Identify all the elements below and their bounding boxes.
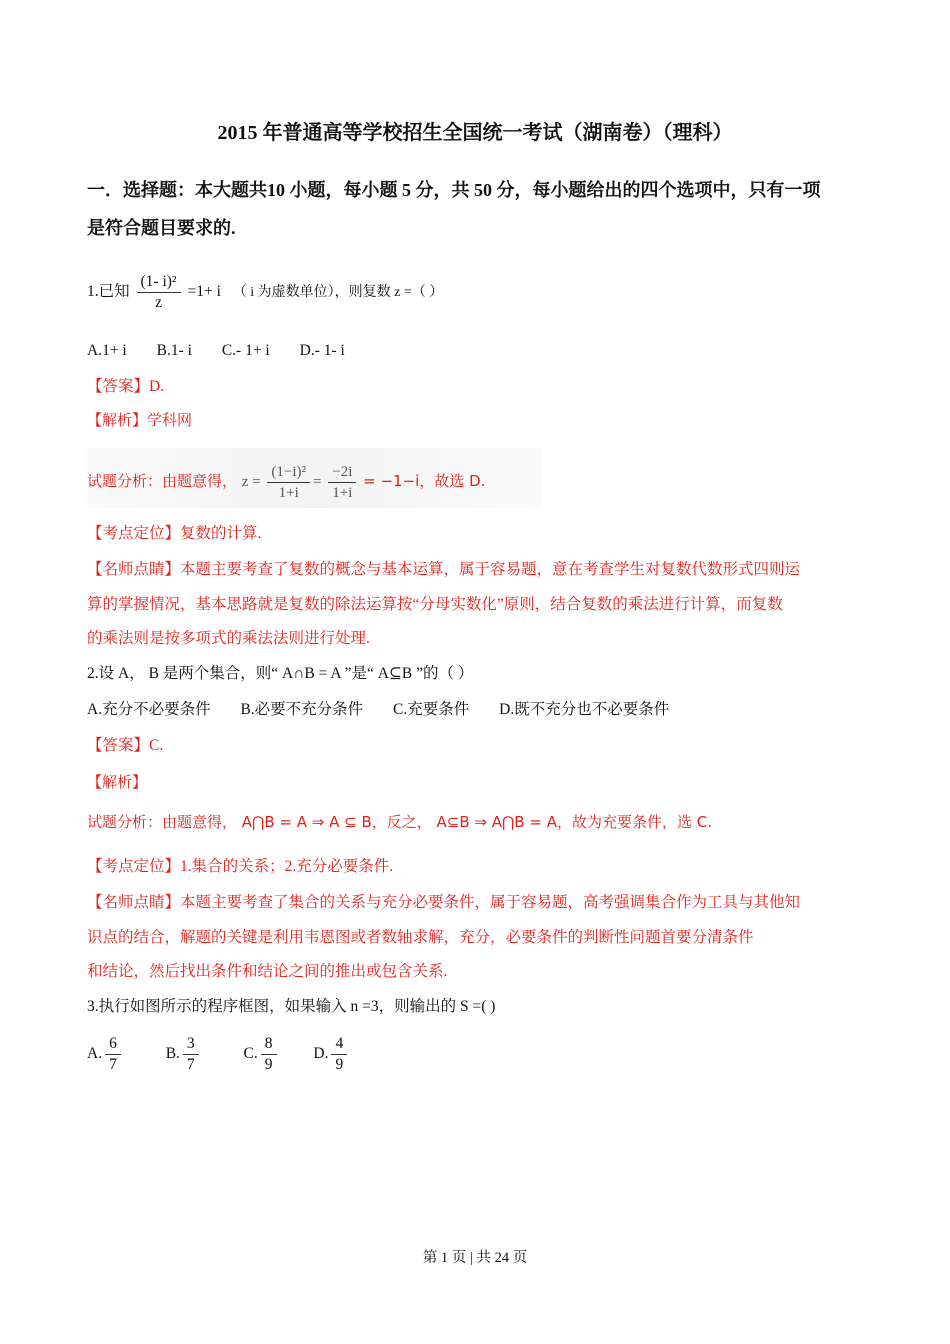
q3-options bbox=[87, 1034, 376, 1075]
q3-option-a: A. $\frac{6}{7}$ bbox=[87, 1034, 124, 1075]
q1-f1-den: 1+i bbox=[278, 485, 299, 501]
question-2-stem: 2.设 A， B 是两个集合，则“ A∩B = A ”是“ A⊆B ”的（ ） bbox=[87, 665, 474, 682]
q1-option-c: C.- 1+ i bbox=[221, 342, 270, 359]
q3-option-b: B. $\frac{3}{7}$ bbox=[166, 1034, 202, 1075]
q1-option-b: B.1- i bbox=[156, 342, 192, 359]
q3-option-d: D. $\frac{4}{9}$ bbox=[313, 1034, 350, 1075]
q2-analysis-label: 【解析】 bbox=[87, 773, 148, 791]
q1-mingshi-2: 算的掌握情况，基本思路就是复数的除法运算按“分母实数化”原则，结合复数的乘法进行计算，而复数 bbox=[87, 596, 783, 613]
q1-fraction bbox=[137, 272, 181, 313]
q1-option-d: D.- 1- i bbox=[299, 342, 345, 359]
q2-options bbox=[87, 700, 695, 720]
section-heading-line1: 一．选择题：本大题共10 小题，每小题 5 分，共 50 分，每小题给出的四个选项中，只有一项 bbox=[87, 180, 821, 200]
page-footer: 第 1 页 | 共 24 页 bbox=[422, 1250, 528, 1266]
q1-eq: =1+ i bbox=[187, 283, 221, 301]
q2-option-b: B.必要不充分条件 bbox=[240, 701, 364, 718]
q1-prefix: 1.已知 bbox=[87, 283, 130, 301]
q1-options bbox=[87, 341, 371, 361]
q1-f2-num: −2i bbox=[328, 462, 356, 483]
q2-analysis: 试题分析：由题意得， A⋂B = A ⇒ A ⊆ B，反之， A⊆B ⇒ A⋂B = A，故为充要条件，选 C. bbox=[87, 813, 712, 831]
q1-f1-num: (1−i)² bbox=[267, 462, 310, 483]
q1-answer: 【答案】D. bbox=[87, 378, 165, 395]
q1-analysis-prefix: 试题分析：由题意得， bbox=[87, 471, 238, 490]
q1-analysis bbox=[87, 462, 485, 503]
q3-option-c: C. $\frac{8}{9}$ bbox=[244, 1034, 280, 1075]
q2-mingshi-2: 识点的结合，解题的关键是利用韦恩图或者数轴求解，充分，必要条件的判断性问题首要分清条件 bbox=[87, 929, 754, 946]
q2-mingshi-1: 【名师点睛】本题主要考查了集合的关系与充分必要条件，属于容易题，高考强调集合作为工具与其他知 bbox=[87, 894, 801, 911]
q1-f2-den: 1+i bbox=[332, 485, 353, 501]
q1-analysis-label: 【解析】学科网 bbox=[87, 411, 193, 429]
q2-answer: 【答案】C. bbox=[87, 737, 164, 754]
q1-kaodian: 【考点定位】复数的计算. bbox=[87, 525, 262, 542]
q2-option-d: D.既不充分也不必要条件 bbox=[499, 701, 670, 718]
section-heading-line2: 是符合题目要求的. bbox=[87, 218, 236, 238]
q1-note: （ i 为虚数单位），则复数 z =（ ） bbox=[232, 285, 444, 301]
q1-analysis-suffix: = −1−i，故选 D. bbox=[363, 471, 486, 490]
q1-frac-num: (1- i)² bbox=[137, 272, 181, 293]
q2-option-a: A.充分不必要条件 bbox=[87, 701, 211, 718]
q1-mingshi-3: 的乘法则是按多项式的乘法法则进行处理. bbox=[87, 630, 370, 647]
document-title: 2015 年普通高等学校招生全国统一考试（湖南卷）（理科） bbox=[217, 122, 733, 144]
q2-mingshi-3: 和结论，然后找出条件和结论之间的推出或包含关系. bbox=[87, 963, 448, 980]
q1-option-a: A.1+ i bbox=[87, 342, 127, 359]
q2-kaodian: 【考点定位】1.集合的关系；2.充分必要条件. bbox=[87, 858, 394, 875]
q1-frac-den: z bbox=[155, 294, 162, 311]
question-1-stem bbox=[87, 272, 443, 313]
q1-mingshi-1: 【名师点睛】本题主要考查了复数的概念与基本运算，属于容易题，意在考查学生对复数代数形式四则运 bbox=[87, 561, 801, 578]
q1-analysis-math: z = $\frac{\text{(1−i)²}}{1+i}$ = $\frac{-2i}{1+i}$ bbox=[242, 474, 363, 490]
question-3-stem: 3.执行如图所示的程序框图，如果输入 n =3，则输出的 S =( ) bbox=[87, 998, 496, 1015]
q2-option-c: C.充要条件 bbox=[393, 701, 470, 718]
q1-z: z = bbox=[241, 473, 261, 490]
